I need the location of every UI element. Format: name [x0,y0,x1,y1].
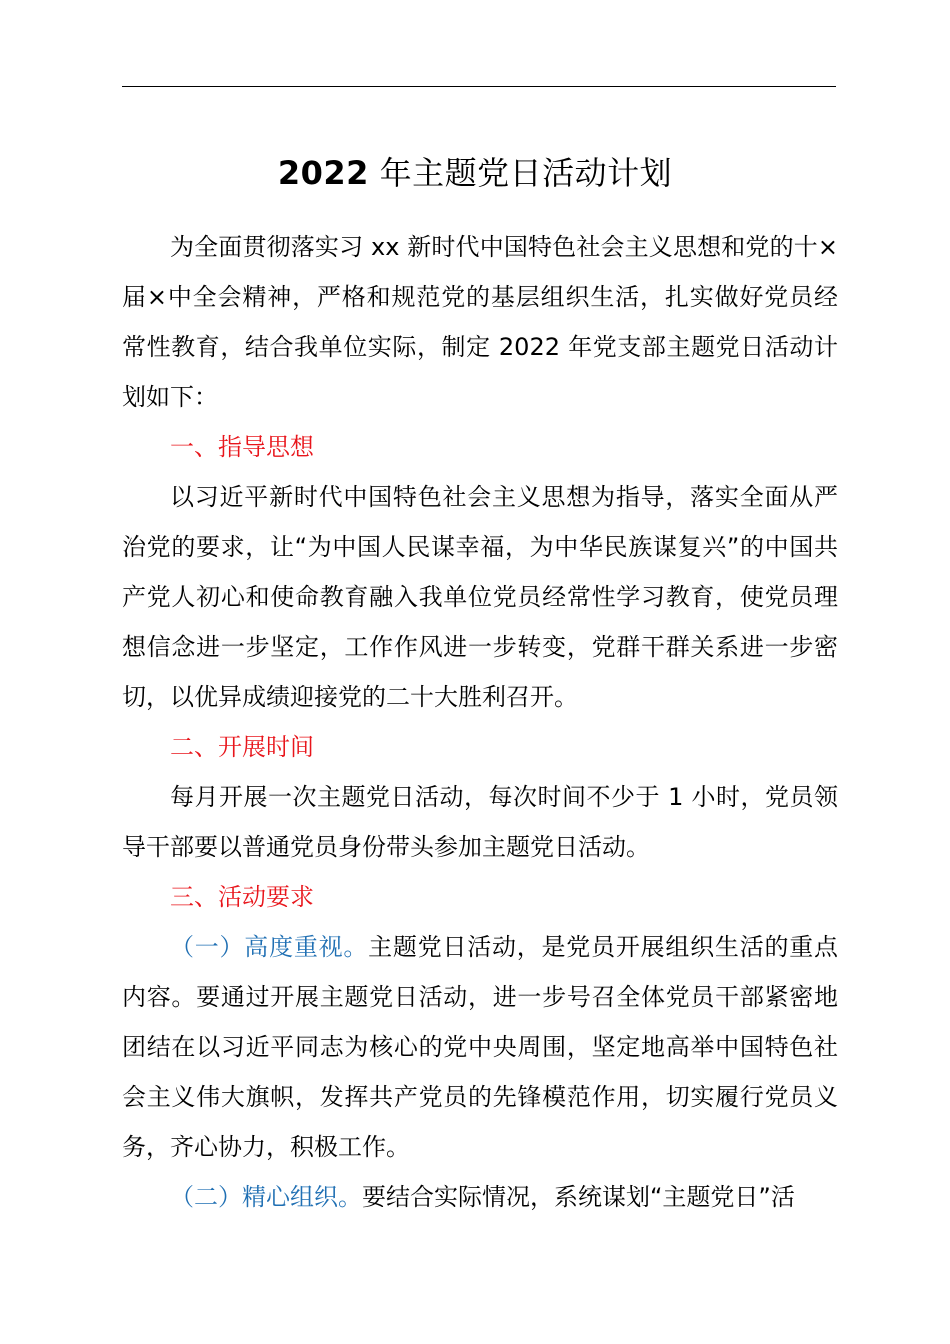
requirement-item-1 [122,922,838,1172]
section-heading-requirements: 三、活动要求 [170,883,314,911]
title-text: 年主题党日活动计划 [368,154,673,192]
requirement-item-1-text: 主题党日活动，是党员开展组织生活的重点内容。要通过开展主题党日活动，进一步号召全体党员干部紧密地团结在以习近平同志为核心的党中央周围，坚定地高举中国特色社会主义伟大旗帜，发挥共产党员的先锋模范作用，切实履行党员义务，齐心协力，积极工作。 [122,933,839,1161]
intro-paragraph: 为全面贯彻落实习 xx 新时代中国特色社会主义思想和党的十×届×中全会精神，严格和规范党的基层组织生活，扎实做好党员经常性教育，结合我单位实际，制定 2022 年党支部主题党日活动计划如下： [122,233,838,411]
header-rule [122,86,836,87]
document-title [0,147,950,199]
requirement-item-1-label: （一）高度重视。 [170,933,369,961]
requirement-item-2-text: 要结合实际情况，系统谋划“主题党日”活 [362,1183,795,1211]
document-body [122,222,838,1222]
section-heading-guiding-ideology: 一、指导思想 [170,433,314,461]
section-heading-schedule: 二、开展时间 [170,733,314,761]
title-year: 2022 [277,154,369,192]
schedule-paragraph: 每月开展一次主题党日活动，每次时间不少于 1 小时，党员领导干部要以普通党员身份带头参加主题党日活动。 [122,783,838,861]
guiding-ideology-paragraph: 以习近平新时代中国特色社会主义思想为指导，落实全面从严治党的要求，让“为中国人民谋幸福，为中华民族谋复兴”的中国共产党人初心和使命教育融入我单位党员经常性学习教育，使党员理想信念进一步坚定，工作作风进一步转变，党群干群关系进一步密切，以优异成绩迎接党的二十大胜利召开。 [122,483,838,711]
requirement-item-2 [122,1172,838,1222]
requirement-item-2-label: （二）精心组织。 [170,1183,362,1211]
